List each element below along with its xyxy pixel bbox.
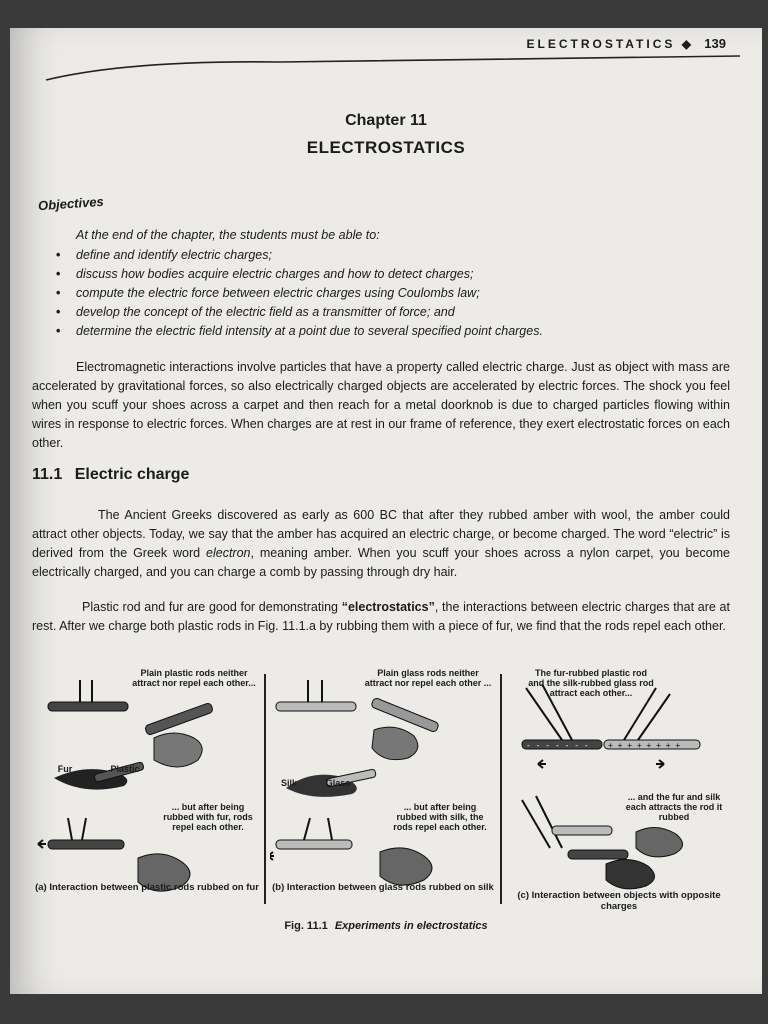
paragraph-text: , the interactions between electric charges that are at rest. After we charge both plastic rods in Fig. 11.1.a by rubbing them with a piece of fur, we find that the rods repel each other. [32,600,730,633]
section-paragraph-1 [32,506,730,582]
book-page [10,28,762,994]
objectives-list [56,248,543,343]
intro-paragraph: Electromagnetic interactions involve particles that have a property called electric charge. Just as object with mass are accelerated by gravitational forces, so also electrically charged objects are accelerated by electric forces. The shock you feel when you scuff your shoes across a carpet and then reach for a metal doorknob is due to charged particles flowing within wires in response to electric forces. When charges are at rest in our frame of reference, they exert electrostatic forces on each other. [32,360,730,450]
panel-a-bottom-note: ... but after being rubbed with fur, rods repel each other. [163,802,253,832]
panel-c-illustration [506,668,732,908]
plastic-label: Plastic [110,764,140,774]
header-rule [40,50,740,90]
section-heading [32,466,189,484]
panel-b-caption: (b) Interaction between glass rods rubbed on silk [272,882,494,893]
emphasis-term: electron [206,546,251,560]
panel-a-caption: (a) Interaction between plastic rods rubbed on fur [35,882,259,893]
panel-a-illustration [34,668,260,908]
objectives-heading: Objectives [37,193,105,214]
bold-term: “electrostatics” [341,600,435,614]
figure-11-1 [34,668,734,918]
svg-text:+ + + + + + + +: + + + + + + + + [608,741,681,750]
paragraph-text: , meaning amber. When you scuff your shoes across a nylon carpet, you become electrically charged, and you can charge a comb by passing through dry hair. [32,546,730,579]
section-paragraph-2 [32,598,730,636]
fur-label: Fur [57,764,73,774]
panel-divider [264,674,266,904]
panel-c-top-note: The fur-rubbed plastic rod and the silk-rubbed glass rod attract each other... [528,668,654,698]
paragraph-text: Plastic rod and fur are good for demonstrating [82,600,342,614]
objective-item: • discuss how bodies acquire electric charges and how to detect charges; [56,267,543,286]
figure-caption-text: Experiments in electrostatics [334,920,488,932]
running-title: ELECTROSTATICS [526,37,676,51]
page-number: 139 [704,36,726,51]
objective-item: • develop the concept of the electric field as a transmitter of force; and [56,305,543,324]
panel-b-top-note: Plain glass rods neither attract nor repel each other ... [364,668,492,688]
panel-a-top-note: Plain plastic rods neither attract nor repel each other... [132,668,256,688]
svg-text:- - - - - - -: - - - - - - - [526,741,589,750]
running-header [526,36,726,51]
objective-item: • define and identify electric charges; [56,248,543,267]
figure-caption [10,920,762,932]
chapter-title: ELECTROSTATICS [306,138,466,157]
panel-c-caption: (c) Interaction between objects with opposite charges [517,890,721,912]
panel-b-bottom-note: ... but after being rubbed with silk, the rods repel each other. [393,802,487,832]
figure-panel-c [506,668,732,912]
chapter-number: Chapter 11 [345,112,427,129]
diamond-icon: ◆ [681,37,694,51]
objective-item: • determine the electric field intensity at a point due to several specified point charges. [56,324,543,343]
glass-label: Glass [325,778,351,788]
silk-label: Silk [280,778,297,788]
panel-divider [500,674,502,904]
objective-item: • compute the electric force between electric charges using Coulombs law; [56,286,543,305]
section-number: 11.1 [32,466,63,483]
paragraph-text: The Ancient Greeks discovered as early as 600 BC that after they rubbed amber with wool, the amber could attract other objects. Today, we say that the amber has acquired an electric charge, or become charged. The word “electric” is derived from the Greek word [32,508,730,560]
figure-number: Fig. 11.1 [284,920,328,932]
panel-b-illustration [270,668,496,908]
figure-panel-b [270,668,496,908]
figure-panel-a [34,668,260,908]
section-title: Electric charge [74,466,190,483]
objectives-intro: At the end of the chapter, the students must be able to: [76,228,380,242]
panel-c-bottom-note: ... and the fur and silk each attracts the rod it rubbed [625,792,723,822]
